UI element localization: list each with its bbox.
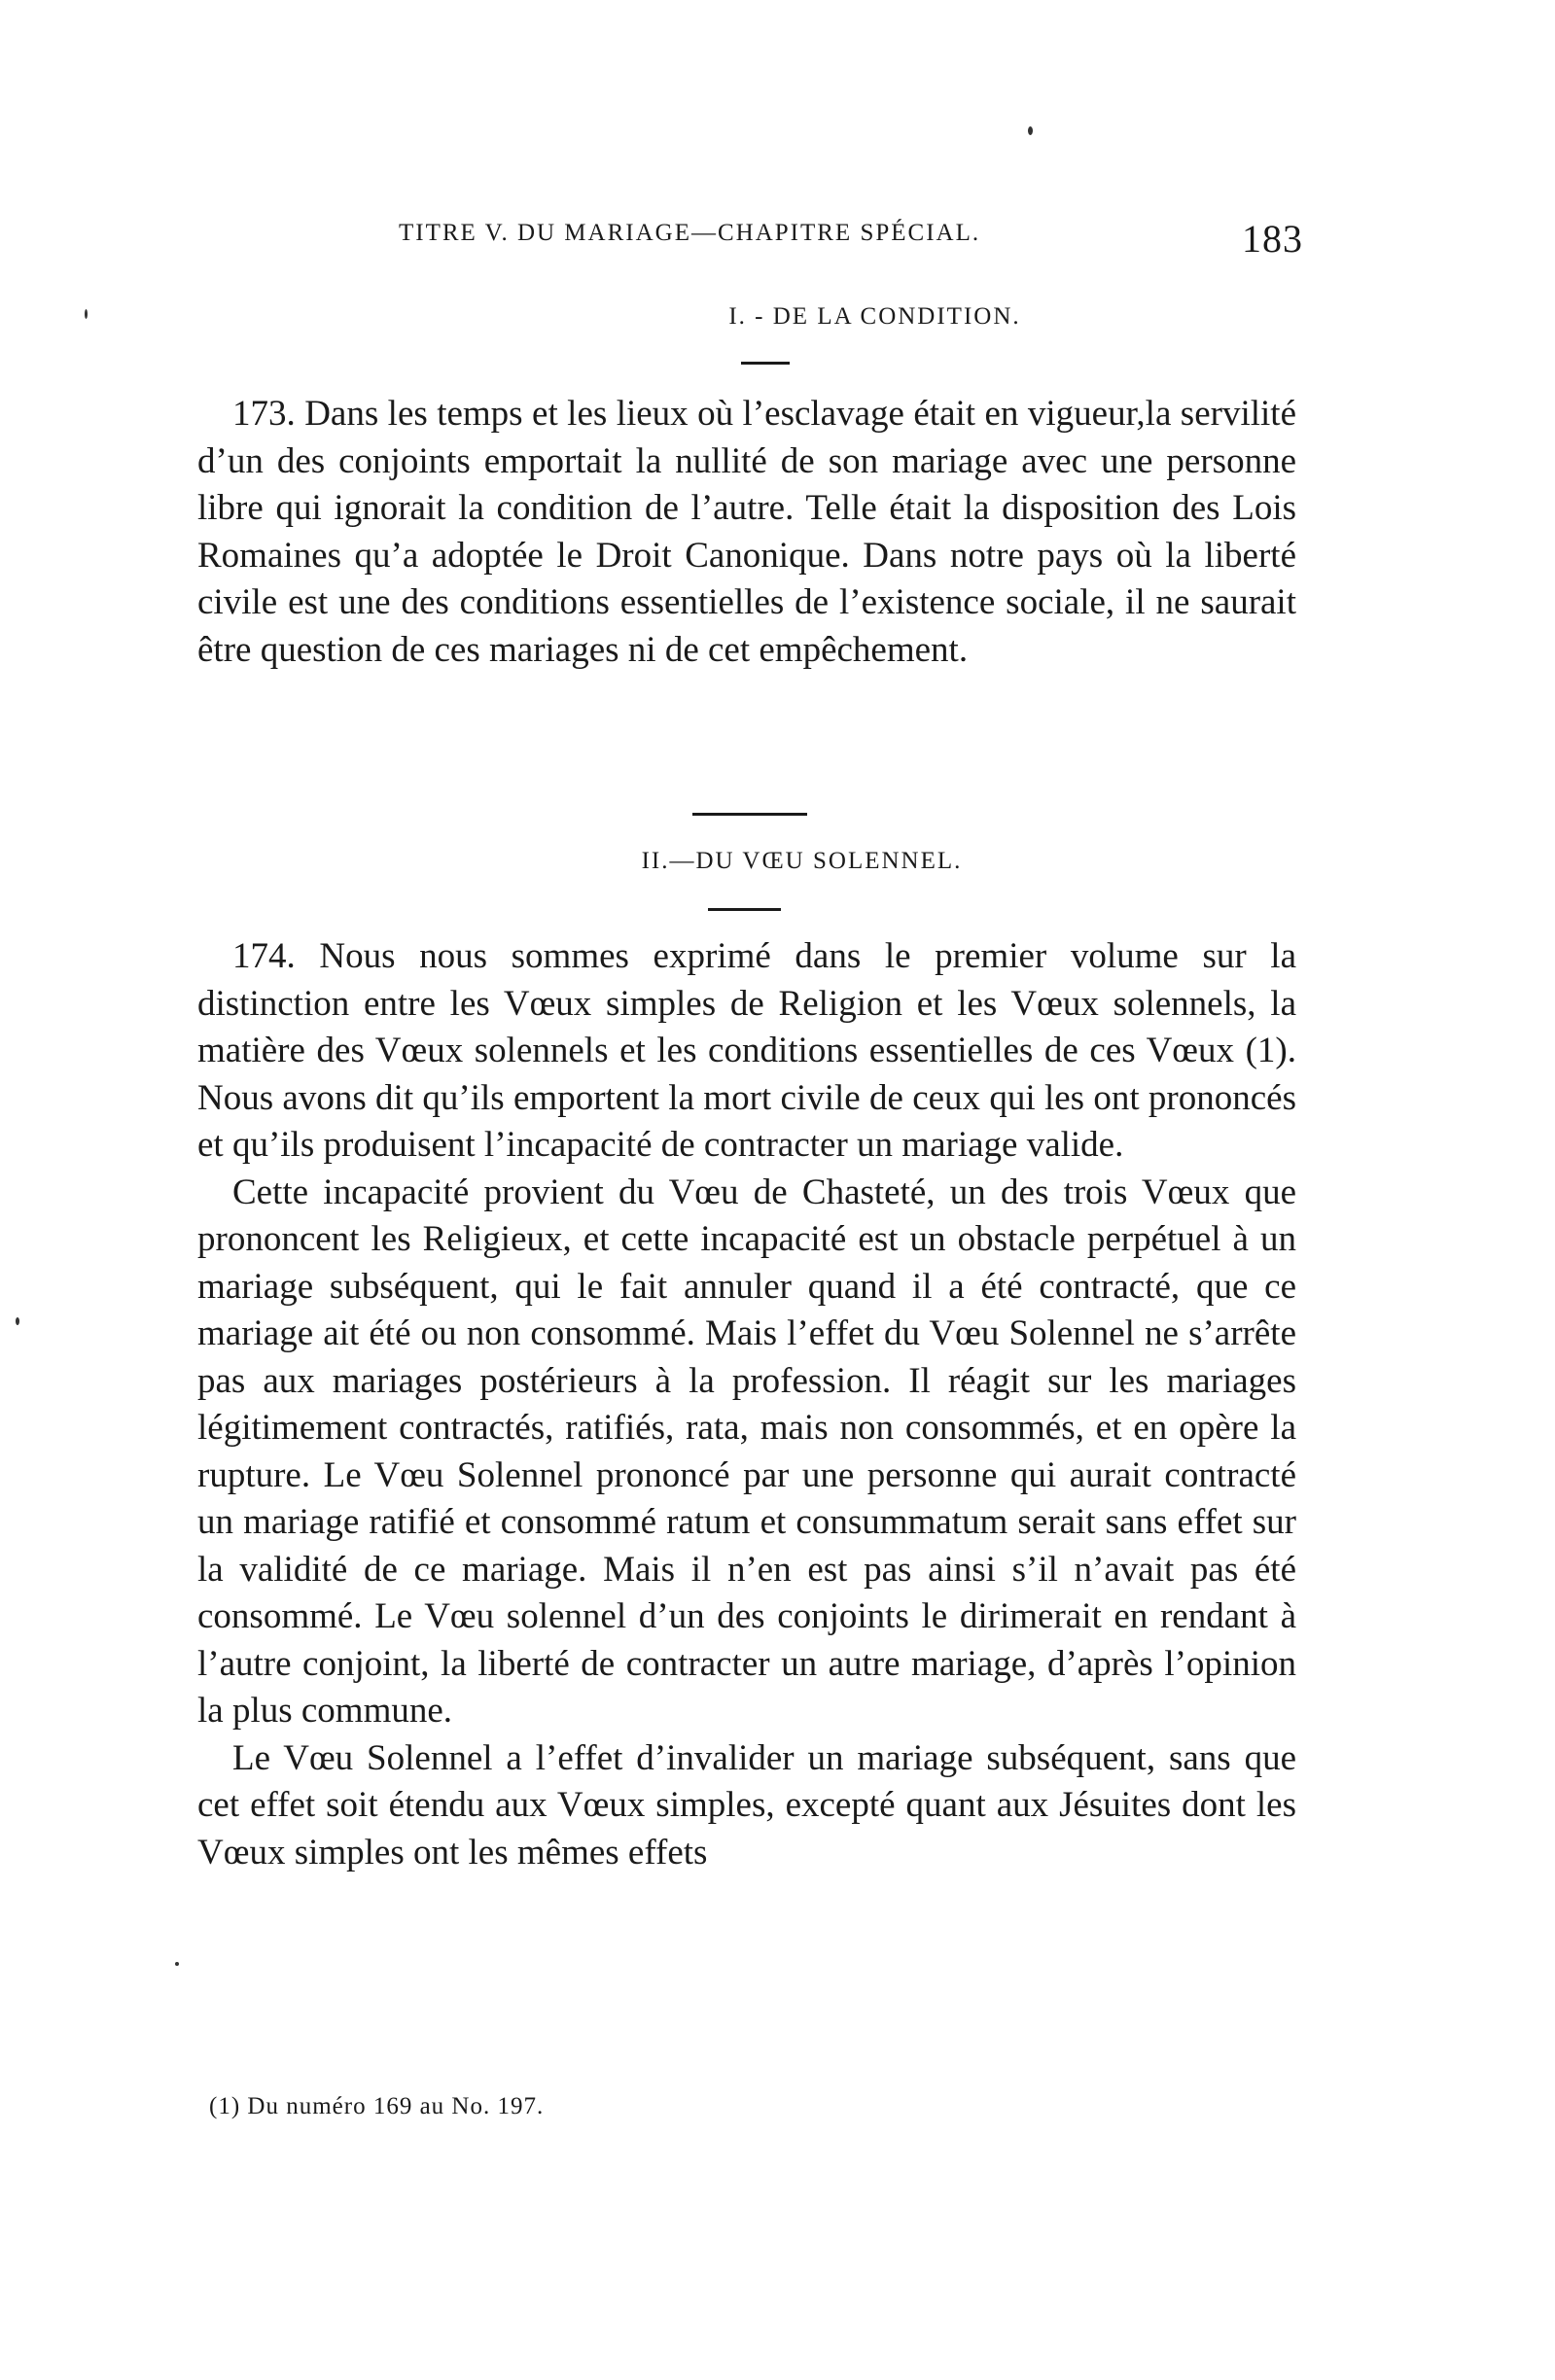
- paragraphs-174: [197, 933, 1296, 1876]
- speck: [175, 1962, 179, 1966]
- section-heading-condition: I. - DE LA CONDITION.: [728, 303, 1021, 330]
- separator-rule: [692, 813, 807, 816]
- running-header: TITRE V. DU MARIAGE—CHAPITRE SPÉCIAL.: [399, 220, 981, 246]
- short-rule: [741, 362, 790, 365]
- section-heading-voeu-solennel: II.—DU VŒU SOLENNEL.: [641, 848, 963, 874]
- speck: [1028, 126, 1033, 135]
- paragraph: Cette incapacité provient du Vœu de Chasteté, un des trois Vœux que prononcent les Religieux, et cette incapacité est un obstacle perpétuel à un mariage subséquent, qui le fait annuler quand il a été contracté, que ce mariage ait été ou non consommé. Mais l’effet du Vœu Solennel ne s’arrête pas aux mariages postérieurs à la profession. Il réagit sur les mariages légitimement contractés, ratifiés, rata, mais non consommés, et en opère la rupture. Le Vœu Solennel prononcé par une personne qui aurait contracté un mariage ratifié et consommé ratum et consummatum serait sans effet sur la validité de ce mariage. Mais il n’en est pas ainsi s’il n’avait pas été consommé. Le Vœu solennel d’un des conjoints le dirimerait en rendant à l’autre conjoint, la liberté de contracter un autre mariage, d’après l’opinion la plus commune.: [197, 1172, 1296, 1731]
- paragraph-173: [197, 391, 1296, 674]
- paragraph: Le Vœu Solennel a l’effet d’invalider un mariage subséquent, sans que cet effet soit étendu aux Vœux simples, excepté quant aux Jésuites dont les Vœux simples ont les mêmes effets: [197, 1737, 1296, 1872]
- paragraph: 173. Dans les temps et les lieux où l’esclavage était en vigueur,la servilité d’un des conjoints emportait la nullité de son mariage avec une personne libre qui ignorait la condition de l’autre. Telle était la disposition des Lois Romaines qu’a adoptée le Droit Canonique. Dans notre pays où la liberté civile est une des conditions essentielles de l’existence sociale, il ne saurait être question de ces mariages ni de cet empêchement.: [197, 394, 1296, 670]
- short-rule: [708, 908, 781, 911]
- footnote: (1) Du numéro 169 au No. 197.: [209, 2093, 545, 2119]
- speck: [16, 1317, 19, 1325]
- page-number: 183: [1242, 217, 1303, 261]
- paragraph: 174. Nous nous sommes exprimé dans le premier volume sur la distinction entre les Vœux simples de Religion et les Vœux solennels, la matière des Vœux solennels et les conditions essentielles de ces Vœux (1). Nous avons dit qu’ils emportent la mort civile de ceux qui les ont prononcés et qu’ils produisent l’incapacité de contracter un mariage valide.: [197, 936, 1296, 1165]
- speck: [85, 309, 88, 319]
